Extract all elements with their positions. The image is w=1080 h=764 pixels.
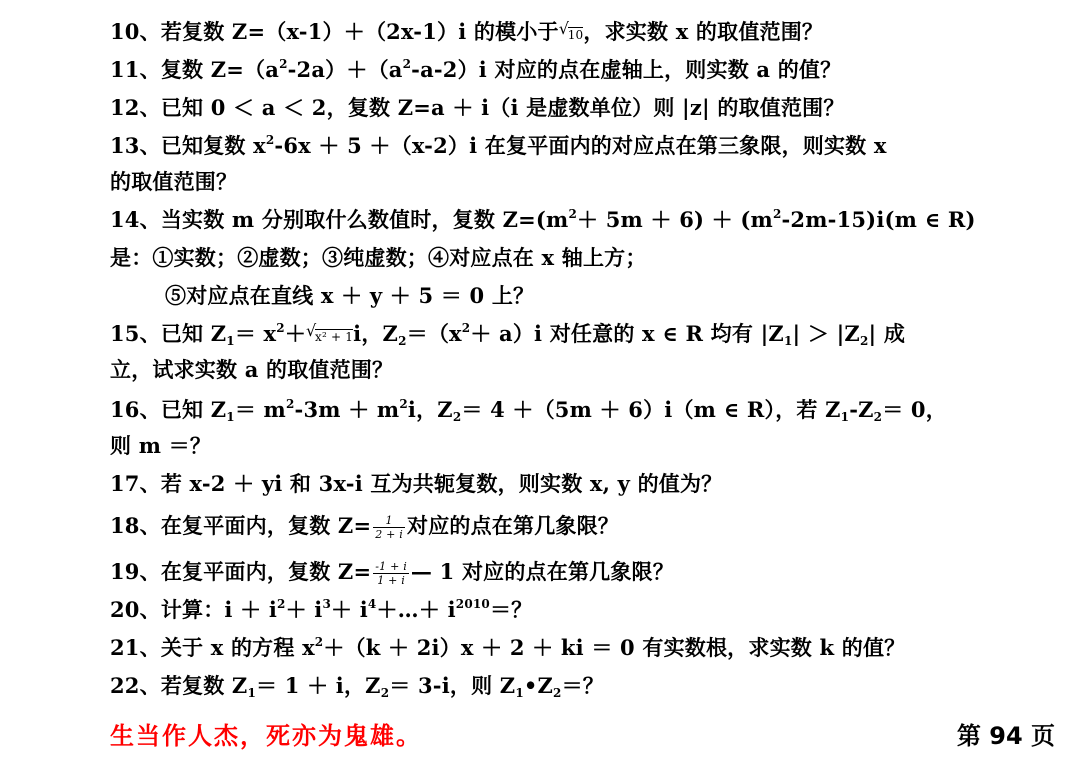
problem-13-line-2: 的取值范围？ [110, 169, 238, 194]
problem-20: 20、计算：$i + i^2+ i^3+$ $i^4+\dots+ i^{2010}=$？ [110, 597, 533, 622]
problem-14-line-1: 14、当实数 m 分别取什么数值时，复数 $Z=(m^2+ 5m + 6) + (m^2-2m-15)i(m$ ∈ R) [110, 207, 976, 232]
problem-14-line-3: ⑤对应点在直线 x ＋ y ＋ 5 ＝ 0 上？ [165, 283, 535, 308]
sqrt-x2-plus-1: √ x² + 1 [306, 323, 353, 351]
problem-14-line-2: 是：①实数；②虚数；③纯虚数；④对应点在 x 轴上方； [110, 245, 647, 270]
problem-10: 10、若复数 Z=（x-1）＋（2x-1）i 的模小于√ 10，求实数 x 的取值范围？ [110, 18, 1070, 46]
problem-11: 11、复数 $Z=(a^2-2a)+(a^2-a-2)i$ 对应的点在虚轴上，则实数 a 的值？ [110, 57, 842, 82]
problem-17: 17、若 x-2 ＋ yi 和 3x-i 互为共轭复数，则实数 x, y 的值为？ [110, 471, 723, 496]
problem-15-line-2: 立，试求实数 a 的取值范围？ [110, 357, 394, 382]
problem-16-line-2: 则 m ＝？ [110, 433, 212, 458]
problem-18: 18、在复平面内，复数 Z= $\frac{1}{2 + i}$ 对应的点在第几象限？ [110, 513, 619, 541]
sqrt-10: √ 10 [559, 21, 584, 49]
problem-12: 12、已知 0 ＜ a ＜ 2，复数 Z=a ＋ i（i 是虚数单位）则 |z| 的取值范围？ [110, 95, 845, 120]
problem-16-line-1: 16、已知 $Z_1= m^2-3m + m^2i$，$Z_2= 4 +(5m + 6)i(m$ ∈ R），若 $Z_1-Z_2= 0$， [110, 397, 947, 424]
problem-22: 22、若复数 $Z_1= 1 + i$，$Z_2= 3-i$，则 $Z_1•Z_2=$？ [110, 673, 604, 700]
problem-13-line-1: 13、已知复数 $x^2-6x + 5 +(x-2)i$ 在复平面内的对应点在第三象限，则实数 x [110, 133, 887, 158]
footer-motto: 生当作人杰，死亦为鬼雄。 [110, 721, 422, 750]
problem-19: 19、在复平面内，复数 Z= $\frac{-1 + i}{1 + i}$ — 1 对应的点在第几象限？ [110, 559, 674, 587]
fraction-18: $\frac{1}{2 + i}$ [375, 514, 403, 541]
problem-21: 21、关于 x 的方程 $x^2+(k + 2i)x + 2$ ＋ ki ＝ 0 有实数根，求实数 k 的值？ [110, 635, 906, 660]
problem-15-line-1: 15、已知 $Z_1= x^2+√$ x² + 1i，$Z_2=(x^2+ a)i$ 对任意的 x ∈ R 均有 $|Z_1| > |Z_2|$ 成 [110, 320, 1070, 348]
page-number: 第 94 页 [956, 722, 1055, 750]
fraction-19: $\frac{-1 + i}{1 + i}$ [375, 560, 407, 587]
